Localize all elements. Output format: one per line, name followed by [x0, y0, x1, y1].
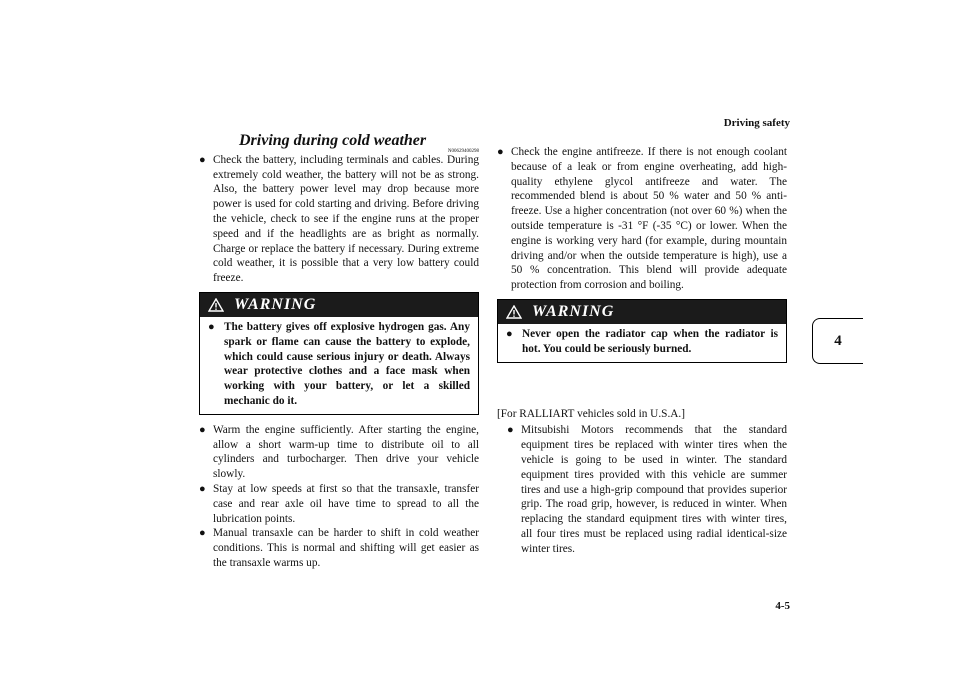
warning-label: WARNING — [234, 295, 317, 313]
ralliart-heading: [For RALLIART vehicles sold in U.S.A.] — [497, 407, 686, 420]
right-column — [497, 145, 787, 557]
page-number: 4-5 — [775, 600, 790, 612]
warning-body — [498, 324, 786, 362]
section-title: Driving during cold weather N00629400298 — [239, 134, 479, 149]
bullet-icon: ● — [199, 482, 206, 495]
warning-triangle-icon — [208, 298, 224, 312]
list-item: ● Mitsubishi Motors recommends that the standard equipment tires be replaced with winter tires when the vehicle is going to be used in winter. The standard equipment tires provided with this vehicle are summer tires and use a high-grip compound that provides superior grip. The road grip, however, is reduced in winter. When replacing the standard equipment tires with winter tires, all four tires must be replaced using radial identical-size winter tires. — [507, 424, 787, 555]
list-item: ● Check the engine antifreeze. If there is not enough coolant because of a leak or from engine overheating, add high-quality ethylene glycol antifreeze and water. The recommended blend is about 50 % water and 50 % anti-freeze. Use a higher concentration (not over 60 %) when the outside temperature is -31 °F (-35 °C) or lower. When the engine is working very hard (for example, during mountain driving and/or when the outside temperature is high), use a 50 % concentration. This blend will provide adequate protection from corrosion and boiling. — [497, 146, 787, 292]
bullet-icon: ● — [506, 327, 513, 340]
warning-header — [200, 293, 478, 317]
running-header: Driving safety — [723, 117, 790, 129]
list-item: ● Stay at low speeds at first so that the transaxle, transfer case and rear axle oil have time to spread to all the lubrication points. — [199, 482, 479, 525]
warning-triangle-icon — [506, 305, 522, 319]
warning-box — [199, 292, 479, 415]
bullet-icon: ● — [208, 320, 215, 333]
list-item: ● The battery gives off explosive hydrogen gas. Any spark or flame can cause the battery to explode, which could cause serious injury or death. Always wear protective clothes and a face mask when working with your battery, or let a skilled mechanic do it. — [208, 320, 470, 407]
warning-label: WARNING — [532, 302, 615, 320]
list-item: ● Never open the radiator cap when the radiator is hot. You could be seriously burned. — [506, 327, 778, 355]
chapter-tab: 4 — [812, 318, 863, 364]
list-item: ● Warm the engine sufficiently. After starting the engine, allow a short warm-up time to distribute oil to all cylinders and turbocharger. Then drive your vehicle slowly. — [199, 423, 479, 481]
warning-header — [498, 300, 786, 324]
bullet-icon: ● — [507, 424, 514, 437]
bullet-icon: ● — [199, 423, 206, 436]
bullet-icon: ● — [199, 153, 206, 166]
bullet-icon: ● — [199, 527, 206, 540]
section-code: N00629400298 — [447, 149, 479, 154]
list-item: ● Check the battery, including terminals and cables. During extremely cold weather, the battery will not be as strong. Also, the battery power level may drop because more power is used for cold starting and driving. Before driving the vehicle, check to see if the engine runs at the proper speed and if the headlights are as bright as normally. Charge or replace the battery if necessary. During extreme cold weather, it is possible that a very low battery could freeze. — [199, 153, 479, 285]
left-column — [199, 134, 479, 571]
list-item: ● Manual transaxle can be harder to shift in cold weather conditions. This is normal and shifting will get easier as the transaxle warms up. — [199, 527, 479, 569]
bullet-icon: ● — [497, 146, 504, 158]
warning-box — [497, 299, 787, 363]
warning-body — [200, 317, 478, 414]
